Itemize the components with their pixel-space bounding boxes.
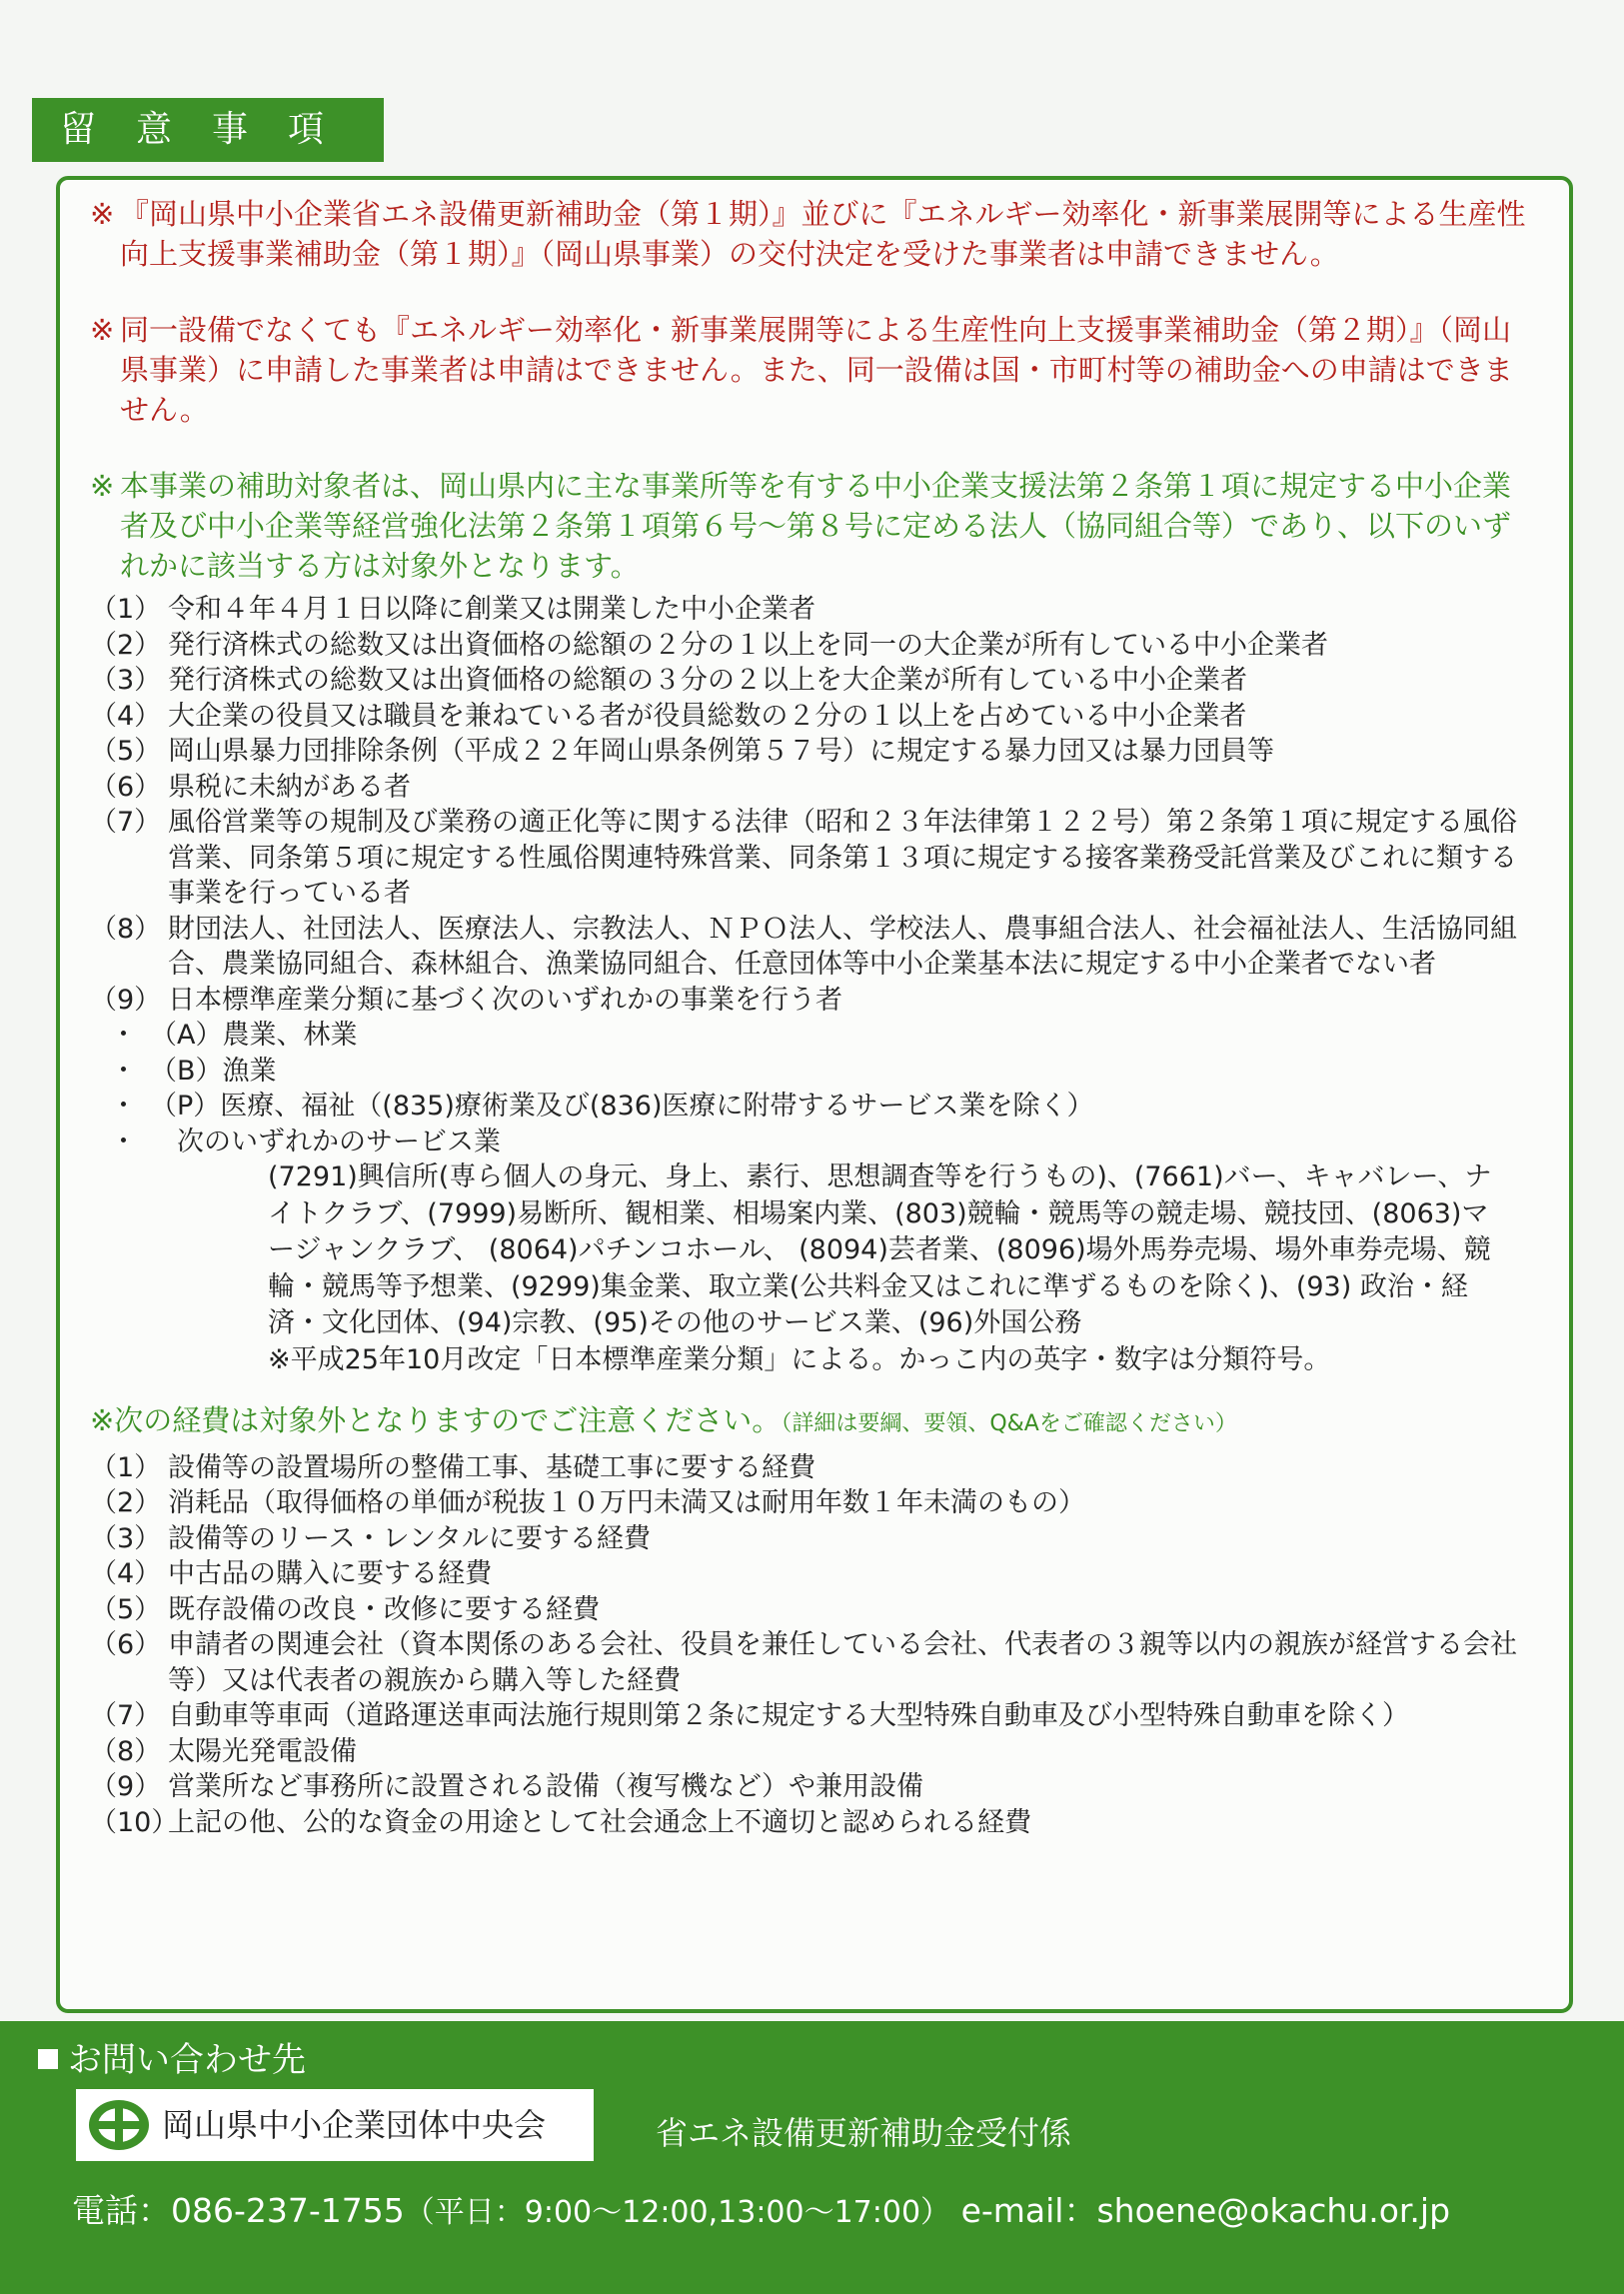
list-item <box>90 1698 1533 1734</box>
contact-line <box>72 2187 1450 2237</box>
contact-title-text: お問い合わせ先 <box>68 2040 306 2080</box>
item-text: 営業所など事務所に設置される設備（複写機など）や兼用設備 <box>168 1771 923 1802</box>
list-item <box>90 805 1533 912</box>
list-item <box>90 1450 1533 1486</box>
list-item <box>90 734 1533 770</box>
phone-label: 電話： <box>72 2191 171 2230</box>
bullet: ・ <box>110 1091 137 1122</box>
item-number: （1） <box>90 1451 162 1483</box>
list-item <box>90 699 1533 735</box>
item-text: 上記の他、公的な資金の用途として社会通念上不適切と認められる経費 <box>168 1806 1031 1838</box>
note-1 <box>90 194 1533 274</box>
note-2 <box>90 310 1533 430</box>
industry-item <box>90 1125 1533 1160</box>
item-number: （6） <box>90 771 162 803</box>
notes-box <box>56 176 1573 2013</box>
list-item <box>90 1592 1533 1628</box>
item-text: 大企業の役員又は職員を兼ねている者が役員総数の２分の１以上を占めている中小企業者 <box>168 700 1247 732</box>
item-text: 財団法人、社団法人、医療法人、宗教法人、ＮＰＯ法人、学校法人、農事組合法人、社会福祉法人、生活協同組合、農業協同組合、森林組合、漁業協同組合、任意団体等中小企業基本法に規定する中小企業者でない者 <box>168 913 1517 980</box>
industry-item <box>90 1018 1533 1054</box>
industry-item <box>90 1054 1533 1090</box>
item-number: （5） <box>90 1593 162 1625</box>
list-item <box>90 912 1533 983</box>
industry-text: 次のいずれかのサービス業 <box>150 1126 501 1157</box>
item-text: 既存設備の改良・改修に要する経費 <box>168 1593 600 1625</box>
section-title: 留意事項 <box>32 98 384 162</box>
service-note: ※平成25年10月改定「日本標準産業分類」による。かっこ内の英字・数字は分類符号。 <box>268 1343 1331 1375</box>
expense-heading <box>90 1400 1533 1444</box>
item-text: 自動車等車両（道路運送車両法施行規則第２条に規定する大型特殊自動車及び小型特殊自動車を除く） <box>168 1700 1409 1731</box>
exclusion-list <box>90 592 1533 1378</box>
item-text: 発行済株式の総数又は出資価格の総額の３分の２以上を大企業が所有している中小企業者 <box>168 665 1247 696</box>
item-number: （2） <box>90 1487 162 1518</box>
note-mark: ※ <box>90 469 115 503</box>
list-item <box>90 1627 1533 1698</box>
list-item <box>90 1769 1533 1805</box>
item-text: 県税に未納がある者 <box>168 771 411 803</box>
list-item <box>90 1805 1533 1841</box>
item-number: （2） <box>90 629 162 661</box>
list-item <box>90 1521 1533 1557</box>
industry-text: （B）漁業 <box>150 1055 277 1087</box>
item-text: 日本標準産業分類に基づく次のいずれかの事業を行う者 <box>168 984 842 1016</box>
email-label: e-mail： <box>960 2191 1097 2230</box>
square-bullet-icon <box>38 2049 58 2069</box>
item-number: （9） <box>90 1771 162 1802</box>
list-item <box>90 1485 1533 1521</box>
expense-heading-text: ※次の経費は対象外となりますのでご注意ください。 <box>90 1402 782 1437</box>
item-number: （1） <box>90 594 162 625</box>
item-number: （6） <box>90 1629 162 1660</box>
item-text: 発行済株式の総数又は出資価格の総額の２分の１以上を同一の大企業が所有している中小企業者 <box>168 629 1328 661</box>
item-text: 消耗品（取得価格の単価が税抜１０万円未満又は耐用年数１年未満のもの） <box>168 1487 1085 1518</box>
note-3-text: 本事業の補助対象者は、岡山県内に主な事業所等を有する中小企業支援法第２条第１項に規定する中小企業者及び中小企業等経営強化法第２条第１項第６号〜第８号に定める法人（協同組合等）であり、以下のいずれかに該当する方は対象外となります。 <box>120 469 1512 583</box>
bullet: ・ <box>110 1055 137 1087</box>
org-name: 岡山県中小企業団体中央会 <box>162 2106 547 2144</box>
contact-title <box>38 2039 306 2081</box>
industry-text: （P）医療、福祉（(835)療術業及び(836)医療に附帯するサービス業を除く） <box>150 1091 1094 1122</box>
note-mark: ※ <box>90 313 115 347</box>
phone-number[interactable]: 086-237-1755 <box>171 2191 405 2230</box>
list-item <box>90 592 1533 628</box>
item-text: 岡山県暴力団排除条例（平成２２年岡山県条例第５７号）に規定する暴力団又は暴力団員等 <box>168 736 1274 767</box>
list-item <box>90 1734 1533 1770</box>
expense-list <box>90 1450 1533 1841</box>
expense-heading-note: （詳細は要綱、要領、Q&Aをご確認ください） <box>781 1410 1237 1436</box>
note-1-text: 『岡山県中小企業省エネ設備更新補助金（第１期）』並びに『エネルギー効率化・新事業展開等による生産性向上支援事業補助金（第１期）』（岡山県事業）の交付決定を受けた事業者は申請できません。 <box>120 197 1526 271</box>
item-number: （9） <box>90 984 162 1016</box>
item-text: 設備等の設置場所の整備工事、基礎工事に要する経費 <box>168 1451 815 1483</box>
list-item <box>90 628 1533 664</box>
item-number: （7） <box>90 807 162 838</box>
item-number: （8） <box>90 913 162 945</box>
contact-footer <box>0 2021 1624 2294</box>
bullet: ・ <box>110 1126 137 1157</box>
item-text: 風俗営業等の規制及び業務の適正化等に関する法律（昭和２３年法律第１２２号）第２条第１項に規定する風俗営業、同条第５項に規定する性風俗関連特殊営業、同条第１３項に規定する接客業務受託営業及びこれに類する事業を行っている者 <box>168 807 1517 909</box>
item-number: （3） <box>90 1522 162 1554</box>
list-item <box>90 983 1533 1019</box>
org-logo-icon <box>86 2097 152 2153</box>
item-number: （3） <box>90 665 162 696</box>
item-number: （7） <box>90 1700 162 1731</box>
item-text: 設備等のリース・レンタルに要する経費 <box>168 1522 651 1554</box>
office-hours: （平日：9:00〜12:00,13:00〜17:00） <box>404 2195 951 2230</box>
item-number: （4） <box>90 700 162 732</box>
item-text: 申請者の関連会社（資本関係のある会社、役員を兼任している会社、代表者の３親等以内の親族が経営する会社等）又は代表者の親族から購入等した経費 <box>168 1629 1517 1696</box>
list-item <box>90 1556 1533 1592</box>
note-mark: ※ <box>90 197 115 231</box>
item-number: （4） <box>90 1558 162 1589</box>
list-item <box>90 770 1533 806</box>
note-2-text: 同一設備でなくても『エネルギー効率化・新事業展開等による生産性向上支援事業補助金（第２期）』（岡山県事業）に申請した事業者は申請はできません。また、同一設備は国・市町村等の補助金への申請はできません。 <box>120 313 1513 427</box>
note-3 <box>90 466 1533 586</box>
item-number: （8） <box>90 1735 162 1767</box>
desk-name: 省エネ設備更新補助金受付係 <box>656 2114 1072 2152</box>
email-address[interactable]: shoene@okachu.or.jp <box>1096 2191 1451 2230</box>
list-item <box>90 663 1533 699</box>
item-number: （5） <box>90 736 162 767</box>
item-number: （10） <box>90 1806 179 1838</box>
industry-text: （A）農業、林業 <box>150 1020 358 1051</box>
item-text: 中古品の購入に要する経費 <box>168 1558 492 1589</box>
org-nameplate <box>76 2089 594 2161</box>
item-text: 令和４年４月１日以降に創業又は開業した中小企業者 <box>168 594 815 625</box>
item-text: 太陽光発電設備 <box>168 1735 357 1767</box>
service-list-text: (7291)興信所(専ら個人の身元、身上、素行、思想調査等を行うもの)、(7661)バー、キャバレー、ナイトクラブ、(7999)易断所、観相業、相場案内業、(803)競輪・競馬等の競走場、競技団、(8063)マージャンクラブ、 (8064)パチンコホール、 (8094)芸者業、(8096)場外馬券売場、場外車券売場、競輪・競馬等予想業、(9299)集金業、取立業(公共料金又はこれに準ずるものを除く)、(93) 政治・経済・文化団体、(94)宗教、(95)その他のサービス業、(96)外国公務 <box>268 1161 1492 1338</box>
industry-item <box>90 1089 1533 1125</box>
bullet: ・ <box>110 1020 137 1051</box>
